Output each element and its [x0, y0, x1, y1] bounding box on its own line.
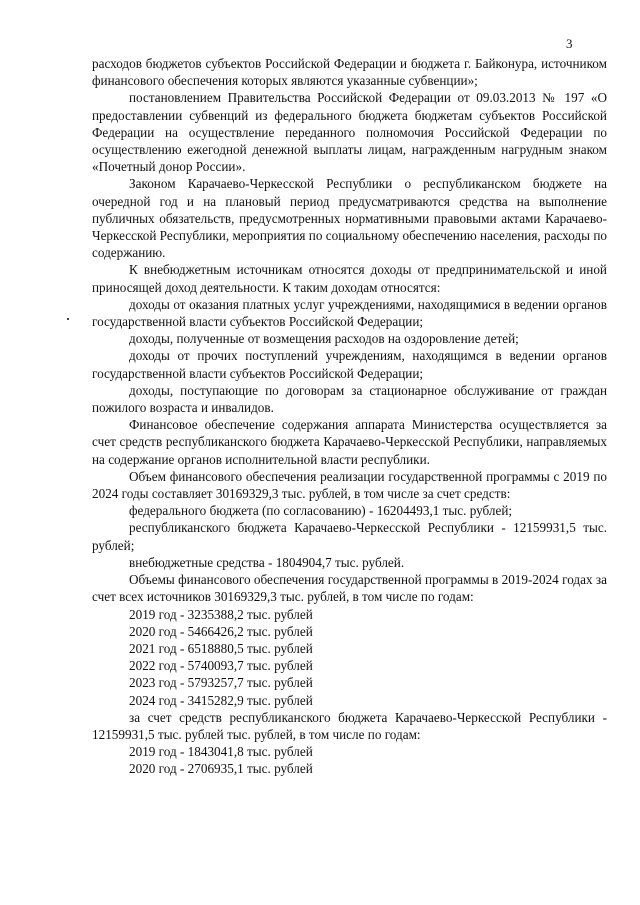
list-item: 2024 год - 3415282,9 тыс. рублей: [129, 692, 313, 708]
paragraph-recovery-income: доходы, полученные от возмещения расходов на оздоровление детей;: [129, 331, 519, 347]
paragraph-total-funding: Объем финансового обеспечения реализации государственной программы с 2019 по 2024 годы составляет 30169329,3 тыс. рублей, в том числе за счет средств:: [92, 468, 607, 502]
paragraph-continuation: расходов бюджетов субъектов Российской Федерации и бюджета г. Байконура, источником финансового обеспечения которых являются указанные субвенции»;: [92, 56, 607, 89]
document-body: [92, 55, 607, 778]
paragraph-funding-by-years: Объемы финансового обеспечения государственной программы в 2019-2024 годах за счет всех источников 30169329,3 тыс. рублей, в том числе по годам:: [92, 572, 607, 605]
paragraph-republic-by-years: за счет средств республиканского бюджета Карачаево-Черкесской Республики - 12159931,5 тыс. рублей тыс. рублей, в том числе по годам:: [92, 709, 607, 742]
paragraph-extrabudgetary-funds: внебюджетные средства - 1804904,7 тыс. рублей.: [129, 554, 405, 570]
list-item: 2020 год - 5466426,2 тыс. рублей: [129, 623, 313, 639]
paragraph-federal-budget: федерального бюджета (по согласованию) - 16204493,1 тыс. рублей;: [129, 503, 513, 519]
years-all-sources-list: [92, 606, 607, 709]
years-republic-list: [92, 743, 607, 777]
list-item: 2022 год - 5740093,7 тыс. рублей: [129, 658, 313, 674]
paragraph-paid-services-income: доходы от оказания платных услуг учреждениями, находящимися в ведении органов государственной власти субъектов Российской Федерации;: [92, 296, 607, 330]
page-number: 3: [566, 36, 573, 51]
list-item: 2020 год - 2706935,1 тыс. рублей: [129, 761, 313, 777]
scan-artifact: [67, 318, 69, 320]
paragraph-other-income: доходы от прочих поступлений учреждениям, находящимся в ведении органов государственной власти субъектов Российской Федерации;: [92, 348, 607, 381]
list-item: 2021 год - 6518880,5 тыс. рублей: [129, 640, 313, 656]
paragraph-republic-budget: республиканского бюджета Карачаево-Черкесской Республики - 12159931,5 тыс. рублей;: [92, 520, 607, 553]
paragraph-republic-law: Законом Карачаево-Черкесской Республики о республиканском бюджете на очередной год и на плановый период предусматриваются средства на выполнение публичных обязательств, предусмотренных нормативными правовыми актами Карачаево-Черкесской Республики, мероприятия по социальному обеспечению населения, расходы по содержанию.: [92, 176, 607, 261]
list-item: 2019 год - 1843041,8 тыс. рублей: [129, 744, 313, 760]
paragraph-contract-income: доходы, поступающие по договорам за стационарное обслуживание от граждан пожилого возраста и инвалидов.: [92, 382, 607, 416]
list-item: 2019 год - 3235388,2 тыс. рублей: [129, 606, 313, 622]
paragraph-ministry-funding: Финансовое обеспечение содержания аппарата Министерства осуществляется за счет средств республиканского бюджета Карачаево-Черкесской Республики, направляемых на содержание органов исполнительной власти республики.: [92, 417, 607, 467]
paragraph-extrabudgetary-sources: К внебюджетным источникам относятся доходы от предпринимательской и иной приносящей доход деятельности. К таким доходам относятся:: [92, 262, 607, 295]
list-item: 2023 год - 5793257,7 тыс. рублей: [129, 675, 313, 691]
paragraph-government-decree: постановлением Правительства Российской Федерации от 09.03.2013 № 197 «О предоставлении субвенций из федерального бюджета бюджетам субъектов Российской Федерации на осуществление переданного полномочия Российской Федерации по осуществлению ежегодной денежной выплаты лицам, награжденным нагрудным знаком «Почетный донор России».: [92, 90, 607, 175]
